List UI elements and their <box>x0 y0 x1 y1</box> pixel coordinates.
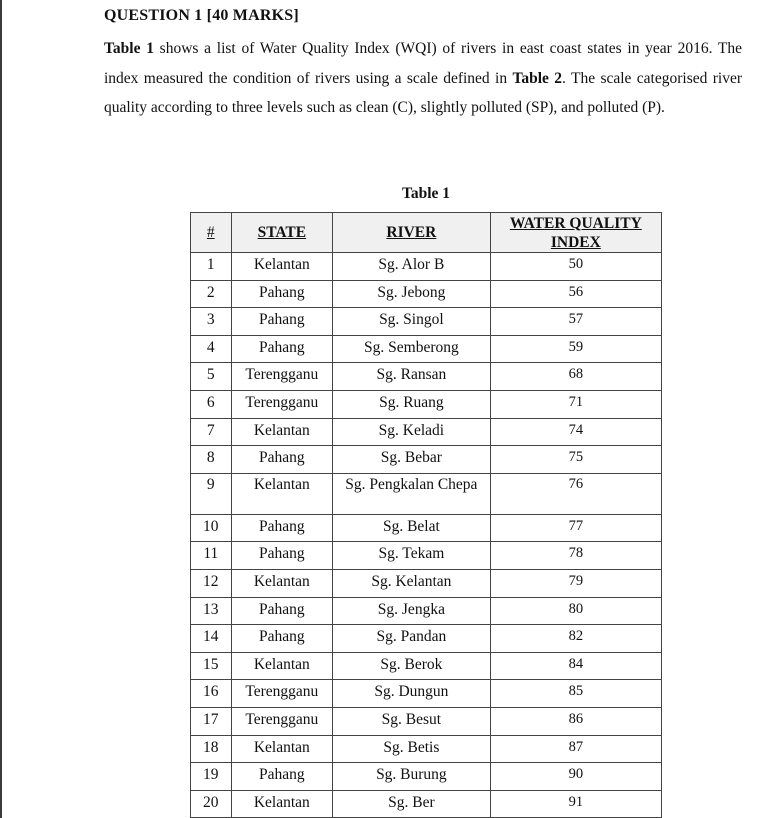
cell-wqi: 76 <box>490 473 661 514</box>
cell-num: 10 <box>191 514 232 542</box>
cell-state: Terengganu <box>231 363 333 391</box>
table-row <box>191 253 662 281</box>
cell-wqi: 74 <box>490 418 661 446</box>
cell-wqi: 82 <box>490 625 661 653</box>
cell-wqi: 91 <box>490 790 661 818</box>
table-body <box>191 253 662 818</box>
cell-wqi: 59 <box>490 335 661 363</box>
cell-state: Pahang <box>231 625 333 653</box>
cell-state: Kelantan <box>231 790 333 818</box>
cell-wqi: 56 <box>490 280 661 308</box>
cell-river: Sg. Burung <box>333 763 491 791</box>
table-row <box>191 652 662 680</box>
table-header-row <box>191 213 662 253</box>
cell-num: 6 <box>191 390 232 418</box>
cell-wqi: 68 <box>490 363 661 391</box>
cell-wqi: 75 <box>490 446 661 474</box>
cell-state: Pahang <box>231 335 333 363</box>
cell-state: Pahang <box>231 597 333 625</box>
cell-river: Sg. Tekam <box>333 542 491 570</box>
cell-num: 12 <box>191 569 232 597</box>
cell-wqi: 77 <box>490 514 661 542</box>
cell-river: Sg. Ber <box>333 790 491 818</box>
cell-state: Pahang <box>231 514 333 542</box>
header-num: # <box>191 213 232 253</box>
cell-state: Kelantan <box>231 652 333 680</box>
cell-num: 19 <box>191 763 232 791</box>
cell-state: Kelantan <box>231 253 333 281</box>
cell-river: Sg. Keladi <box>333 418 491 446</box>
cell-river: Sg. Betis <box>333 735 491 763</box>
cell-state: Pahang <box>231 280 333 308</box>
table-row <box>191 707 662 735</box>
cell-num: 16 <box>191 680 232 708</box>
table-row <box>191 597 662 625</box>
cell-river: Sg. Ransan <box>333 363 491 391</box>
table-row <box>191 569 662 597</box>
cell-num: 4 <box>191 335 232 363</box>
cell-num: 18 <box>191 735 232 763</box>
cell-wqi: 50 <box>490 253 661 281</box>
cell-wqi: 71 <box>490 390 661 418</box>
table-row <box>191 625 662 653</box>
question-paragraph <box>104 34 742 123</box>
table-row <box>191 514 662 542</box>
cell-river: Sg. Semberong <box>333 335 491 363</box>
cell-river: Sg. Pandan <box>333 625 491 653</box>
cell-wqi: 78 <box>490 542 661 570</box>
cell-river: Sg. Ruang <box>333 390 491 418</box>
table-row <box>191 363 662 391</box>
table-row <box>191 418 662 446</box>
cell-num: 15 <box>191 652 232 680</box>
table-row <box>191 280 662 308</box>
cell-num: 5 <box>191 363 232 391</box>
cell-state: Pahang <box>231 446 333 474</box>
table-row <box>191 446 662 474</box>
cell-river: Sg. Singol <box>333 308 491 336</box>
cell-wqi: 90 <box>490 763 661 791</box>
cell-river: Sg. Berok <box>333 652 491 680</box>
page-left-border <box>0 0 2 818</box>
wqi-table <box>190 212 662 818</box>
table-row <box>191 473 662 514</box>
cell-num: 17 <box>191 707 232 735</box>
cell-num: 8 <box>191 446 232 474</box>
cell-river: Sg. Bebar <box>333 446 491 474</box>
cell-river: Sg. Jengka <box>333 597 491 625</box>
cell-river: Sg. Jebong <box>333 280 491 308</box>
cell-wqi: 87 <box>490 735 661 763</box>
table-row <box>191 790 662 818</box>
cell-wqi: 79 <box>490 569 661 597</box>
table-caption: Table 1 <box>401 185 451 202</box>
header-state: STATE <box>231 213 333 253</box>
cell-state: Kelantan <box>231 418 333 446</box>
table-row <box>191 680 662 708</box>
cell-state: Pahang <box>231 542 333 570</box>
paragraph-text-1: shows a list of Water Quality Index (WQI) of rivers in east coast states in year 2016. The index measured the condition of rivers using a scale defined in <box>104 40 742 87</box>
cell-num: 3 <box>191 308 232 336</box>
cell-num: 11 <box>191 542 232 570</box>
cell-state: Pahang <box>231 763 333 791</box>
cell-river: Sg. Dungun <box>333 680 491 708</box>
cell-num: 14 <box>191 625 232 653</box>
cell-num: 13 <box>191 597 232 625</box>
header-river: RIVER <box>333 213 491 253</box>
cell-river: Sg. Besut <box>333 707 491 735</box>
cell-wqi: 86 <box>490 707 661 735</box>
cell-state: Pahang <box>231 308 333 336</box>
cell-river: Sg. Belat <box>333 514 491 542</box>
table-row <box>191 735 662 763</box>
cell-state: Kelantan <box>231 473 333 514</box>
table2-ref: Table 2 <box>512 69 563 87</box>
table-row <box>191 763 662 791</box>
cell-num: 9 <box>191 473 232 514</box>
table-row <box>191 390 662 418</box>
cell-state: Terengganu <box>231 707 333 735</box>
cell-num: 1 <box>191 253 232 281</box>
cell-state: Terengganu <box>231 680 333 708</box>
paragraph-text-2: . The scale categorised river quality according to three levels such as clean (C), slightly polluted (SP), and polluted (P). <box>104 69 742 116</box>
table-row <box>191 542 662 570</box>
cell-wqi: 57 <box>490 308 661 336</box>
cell-num: 7 <box>191 418 232 446</box>
cell-num: 20 <box>191 790 232 818</box>
header-wqi: WATER QUALITY INDEX <box>490 213 661 253</box>
cell-state: Terengganu <box>231 390 333 418</box>
cell-state: Kelantan <box>231 735 333 763</box>
table-row <box>191 308 662 336</box>
cell-river: Sg. Kelantan <box>333 569 491 597</box>
question-heading: QUESTION 1 [40 MARKS] <box>104 7 299 24</box>
cell-state: Kelantan <box>231 569 333 597</box>
table1-ref: Table 1 <box>104 40 154 57</box>
cell-river: Sg. Alor B <box>333 253 491 281</box>
cell-wqi: 84 <box>490 652 661 680</box>
cell-river: Sg. Pengkalan Chepa <box>333 473 491 514</box>
cell-wqi: 80 <box>490 597 661 625</box>
table-row <box>191 335 662 363</box>
cell-num: 2 <box>191 280 232 308</box>
cell-wqi: 85 <box>490 680 661 708</box>
